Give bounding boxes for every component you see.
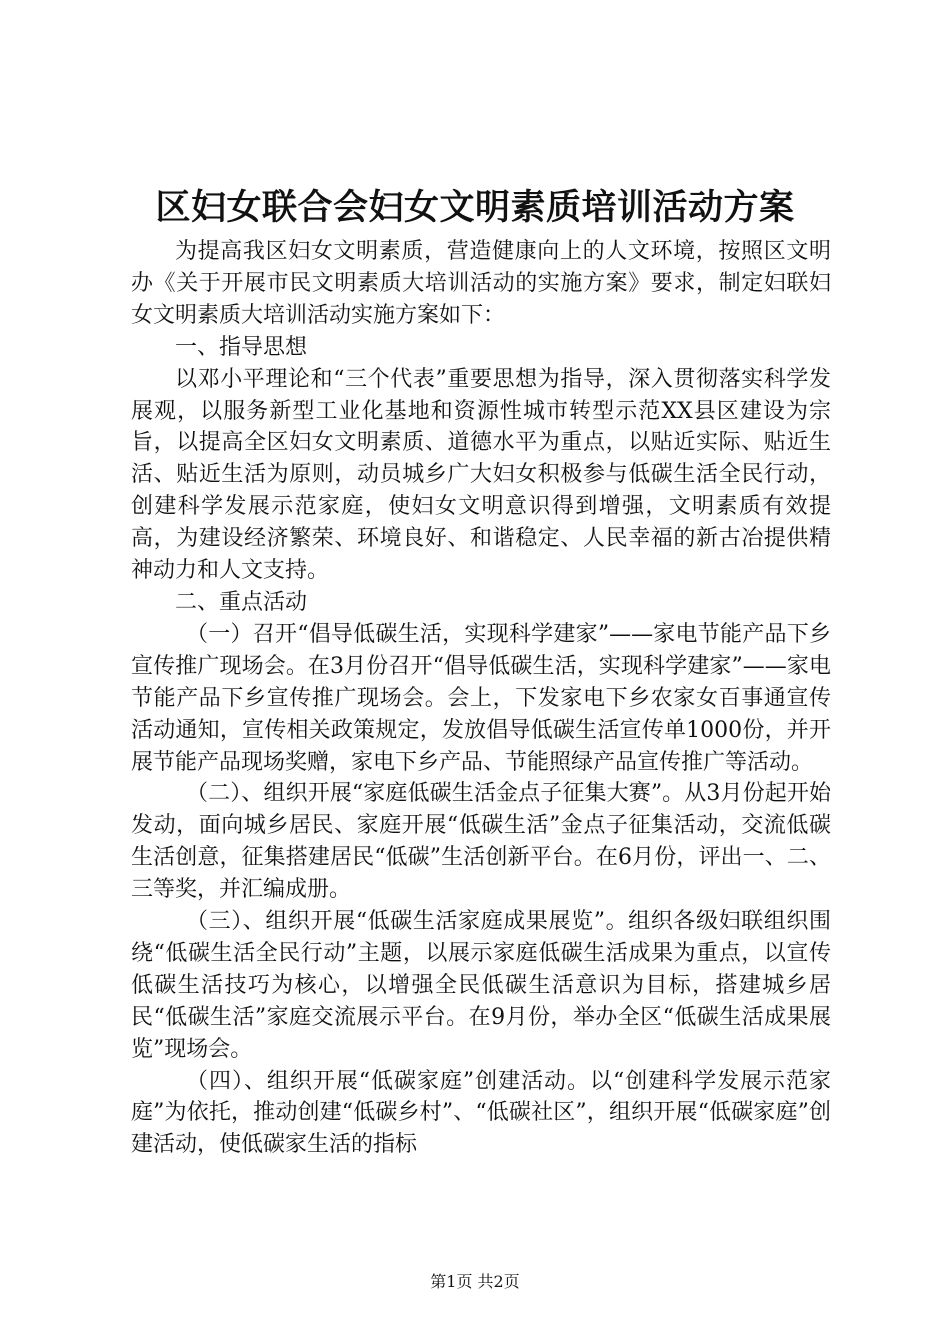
activity-paragraph-3: （三）、组织开展“低碳生活家庭成果展览”。组织各级妇联组织围绕“低碳生活全民行动”主题，以展示家庭低碳生活成果为重点，以宣传低碳生活技巧为核心，以增强全民低碳生活意识为目标，搭建城乡居民“低碳生活”家庭交流展示平台。在9月份，举办全区“低碳生活成果展览”现场会。 — [131, 909, 831, 1062]
activity-paragraph-1: （一）召开“倡导低碳生活，实现科学建家”——家电节能产品下乡宣传推广现场会。在3月份召开“倡导低碳生活，实现科学建家”——家电节能产品下乡宣传推广现场会。会上，下发家电下乡农家女百事通宣传活动通知，宣传相关政策规定，发放倡导低碳生活宣传单1000份，并开展节能产品现场奖赠，家电下乡产品、节能照绿产品宣传推广等活动。 — [131, 621, 831, 775]
page-footer: 第1页 共2页 — [430, 1272, 520, 1291]
activity-paragraph-4: （四）、组织开展“低碳家庭”创建活动。以“创建科学发展示范家庭”为依托，推动创建“低碳乡村”、“低碳社区”，组织开展“低碳家庭”创建活动，使低碳家生活的指标 — [131, 1068, 831, 1158]
document-body — [131, 236, 831, 1161]
activity-paragraph-2: （二）、组织开展“家庭低碳生活金点子征集大赛”。从3月份起开始发动，面向城乡居民、家庭开展“低碳生活”金点子征集活动，交流低碳生活创意，征集搭建居民“低碳”生活创新平台。在6月份，评出一、二、三等奖，并汇编成册。 — [131, 781, 831, 903]
intro-paragraph: 为提高我区妇女文明素质，营造健康向上的人文环境，按照区文明办《关于开展市民文明素质大培训活动的实施方案》要求，制定妇联妇女文明素质大培训活动实施方案如下： — [131, 239, 831, 328]
document-title: 区妇女联合会妇女文明素质培训活动方案 — [155, 187, 795, 228]
section-heading-key-activities: 二、重点活动 — [175, 589, 308, 615]
guiding-ideology-paragraph: 以邓小平理论和“三个代表”重要思想为指导，深入贯彻落实科学发展观，以服务新型工业化基地和资源性城市转型示范XX县区建设为宗旨，以提高全区妇女文明素质、道德水平为重点，以贴近实际、贴近生活、贴近生活为原则，动员城乡广大妇女积极参与低碳生活全民行动，创建科学发展示范家庭，使妇女文明意识得到增强，文明素质有效提高，为建设经济繁荣、环境良好、和谐稳定、人民幸福的新古冶提供精神动力和人文支持。 — [131, 366, 831, 584]
section-heading-guiding-ideology: 一、指导思想 — [175, 334, 308, 360]
